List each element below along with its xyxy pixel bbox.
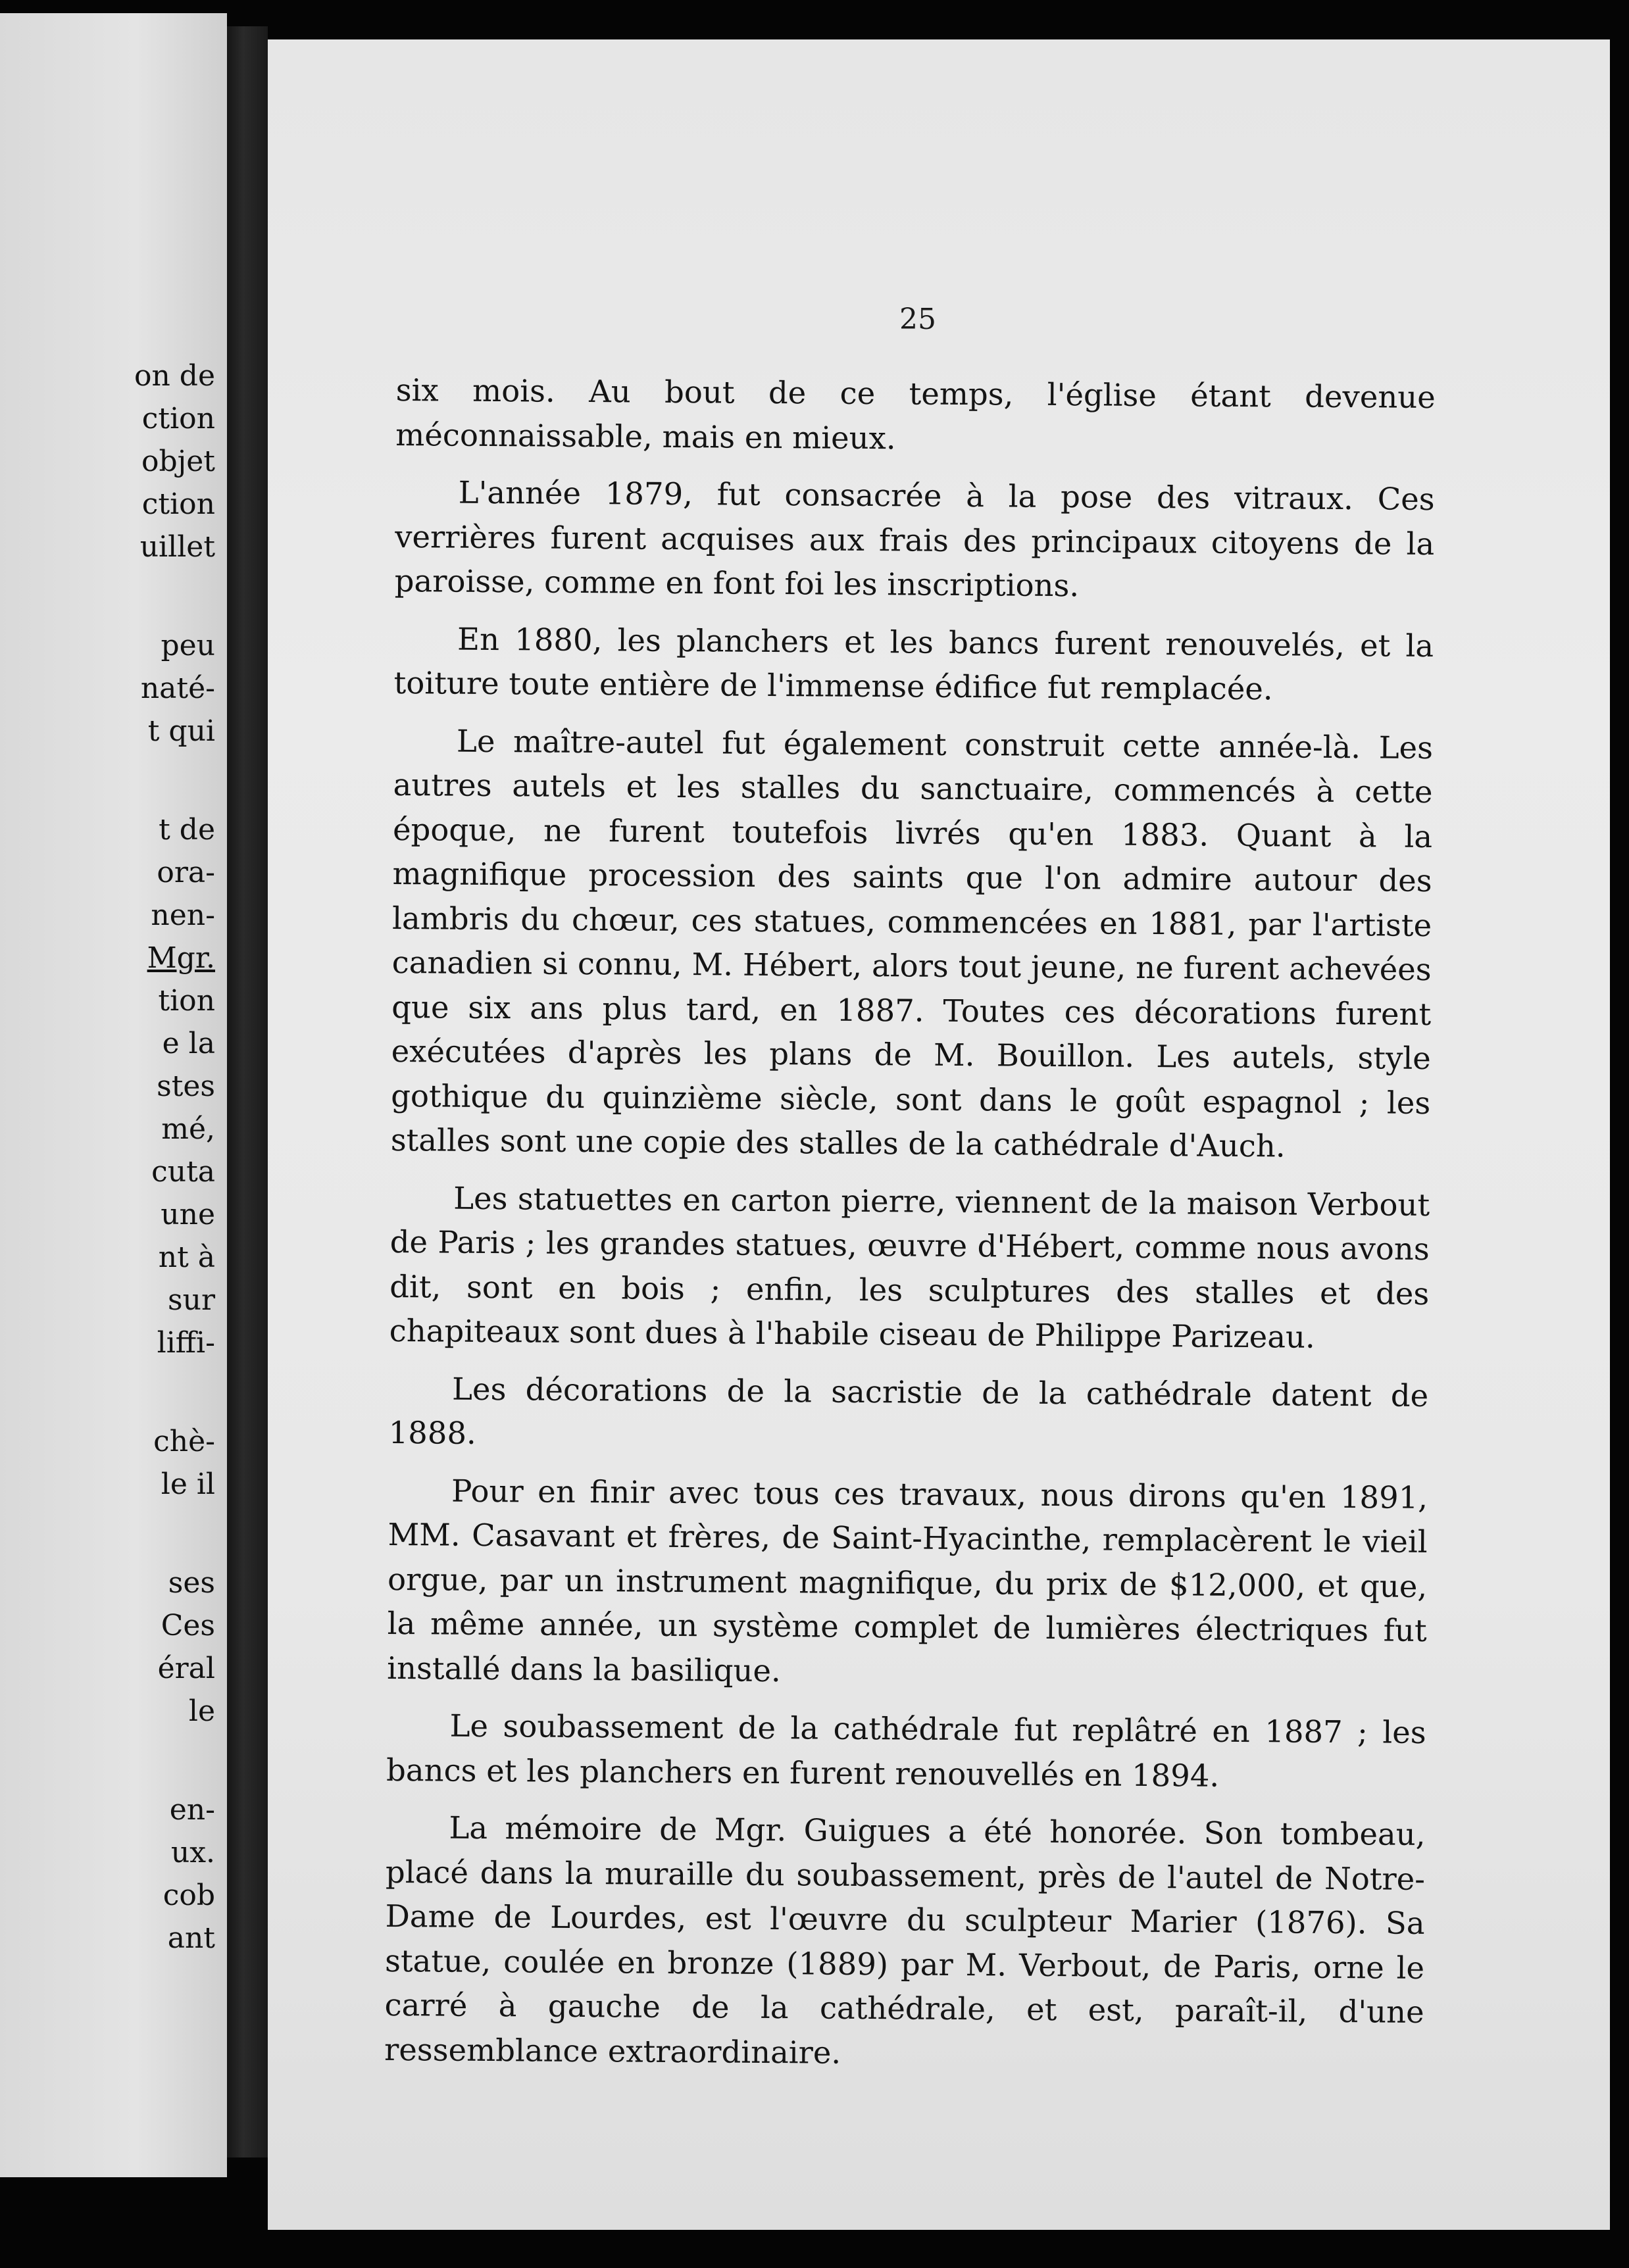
left-fragment: Ces (161, 1609, 215, 1642)
previous-page-fragment (0, 13, 227, 2177)
left-fragment: le (188, 1694, 215, 1728)
paragraph: En 1880, les planchers et les bancs furent renouvelés, et la toiture toute entière de l'immense édifice fut remplacée. (393, 621, 1434, 707)
left-fragment: t de (159, 813, 215, 847)
left-fragment: éral (157, 1652, 215, 1685)
paragraph: La mémoire de Mgr. Guigues a été honorée. Son tombeau, placé dans la muraille du soubassement, près de l'autel de Notre-Dame de Lourdes, est l'œuvre du sculpteur Marier (1876). Sa statue, coulée en bronze (1889) par M. Verbout, de Paris, orne le carré à gauche de la cathédrale, et est, paraît-il, d'une ressemblance extraordinaire. (384, 1810, 1426, 2071)
left-fragment: peu (161, 629, 215, 662)
page-number: 25 (899, 303, 936, 336)
left-fragment: en- (169, 1793, 215, 1827)
paragraph: six mois. Au bout de ce temps, l'église étant devenue méconnaissable, mais en mieux. (395, 372, 1436, 456)
left-fragment: le il (161, 1467, 215, 1501)
left-fragment: cuta (151, 1155, 215, 1189)
left-fragment: ction (141, 402, 215, 435)
left-fragment: tion (158, 984, 215, 1018)
left-fragment: nen- (151, 899, 215, 932)
paragraph: Pour en finir avec tous ces travaux, nous dirons qu'en 1891, MM. Casavant et frères, de Saint-Hyacinthe, remplacèrent le vieil orgue, par un instrument magnifique, du prix de $12,000, et que, la même année, un système complet de lumières électriques fut installé dans la basilique. (387, 1473, 1428, 1689)
left-fragment: Mgr. (147, 941, 215, 975)
paragraph: Les statuettes en carton pierre, viennent de la maison Verbout de Paris ; les grandes statues, œuvre d'Hébert, comme nous avons dit, sont en bois ; enfin, les sculptures des stalles et des chapiteaux sont dues à l'habile ciseau de Philippe Parizeau. (389, 1180, 1430, 1355)
body-text (384, 368, 1436, 2092)
paragraph: L'année 1879, fut consacrée à la pose des vitraux. Ces verrières furent acquises aux frais des principaux citoyens de la paroisse, comme en font foi les inscriptions. (394, 474, 1435, 604)
left-fragment: liffi- (157, 1326, 215, 1360)
left-fragment: stes (157, 1070, 215, 1103)
left-fragment: ction (141, 487, 215, 521)
left-fragment: ora- (157, 856, 215, 889)
left-fragment: ant (167, 1921, 215, 1955)
left-fragment: t qui (147, 714, 215, 748)
left-fragment: objet (141, 445, 215, 478)
paragraph: Le soubassement de la cathédrale fut replâtré en 1887 ; les bancs et les planchers en furent renouvellés en 1894. (386, 1708, 1426, 1794)
left-fragment: cob (163, 1879, 215, 1912)
left-fragment: une (161, 1198, 215, 1231)
left-fragment: chè- (153, 1425, 215, 1458)
left-fragment: nt à (158, 1241, 215, 1274)
book-spine-shadow (227, 26, 268, 2157)
left-fragment: ux. (170, 1836, 215, 1869)
left-fragment: uillet (139, 530, 215, 564)
left-fragment: on de (134, 359, 215, 393)
book-page (268, 39, 1610, 2230)
left-fragment: ses (168, 1566, 215, 1600)
left-fragment: naté- (140, 672, 215, 705)
paragraph: Les décorations de la sacristie de la cathédrale datent de 1888. (388, 1371, 1429, 1451)
left-fragment: mé, (161, 1112, 215, 1146)
left-fragment: sur (168, 1283, 215, 1317)
left-fragment: e la (162, 1027, 215, 1060)
paragraph: Le maître-autel fut également construit cette année-là. Les autres autels et les stalles du sanctuaire, commencés à cette époque, ne furent toutefois livrés qu'en 1883. Quant à la magnifique procession des saints que l'on admire autour des lambris du chœur, ces statues, commencées en 1881, par l'artiste canadien si connu, M. Hébert, alors tout jeune, ne furent achevées que six ans plus tard, en 1887. Toutes ces décorations furent exécutées d'après les plans de M. Bouillon. Les autels, style gothique du quinzième siècle, sont dans le goût espagnol ; les stalles sont une copie des stalles de la cathédrale d'Auch. (390, 723, 1434, 1164)
